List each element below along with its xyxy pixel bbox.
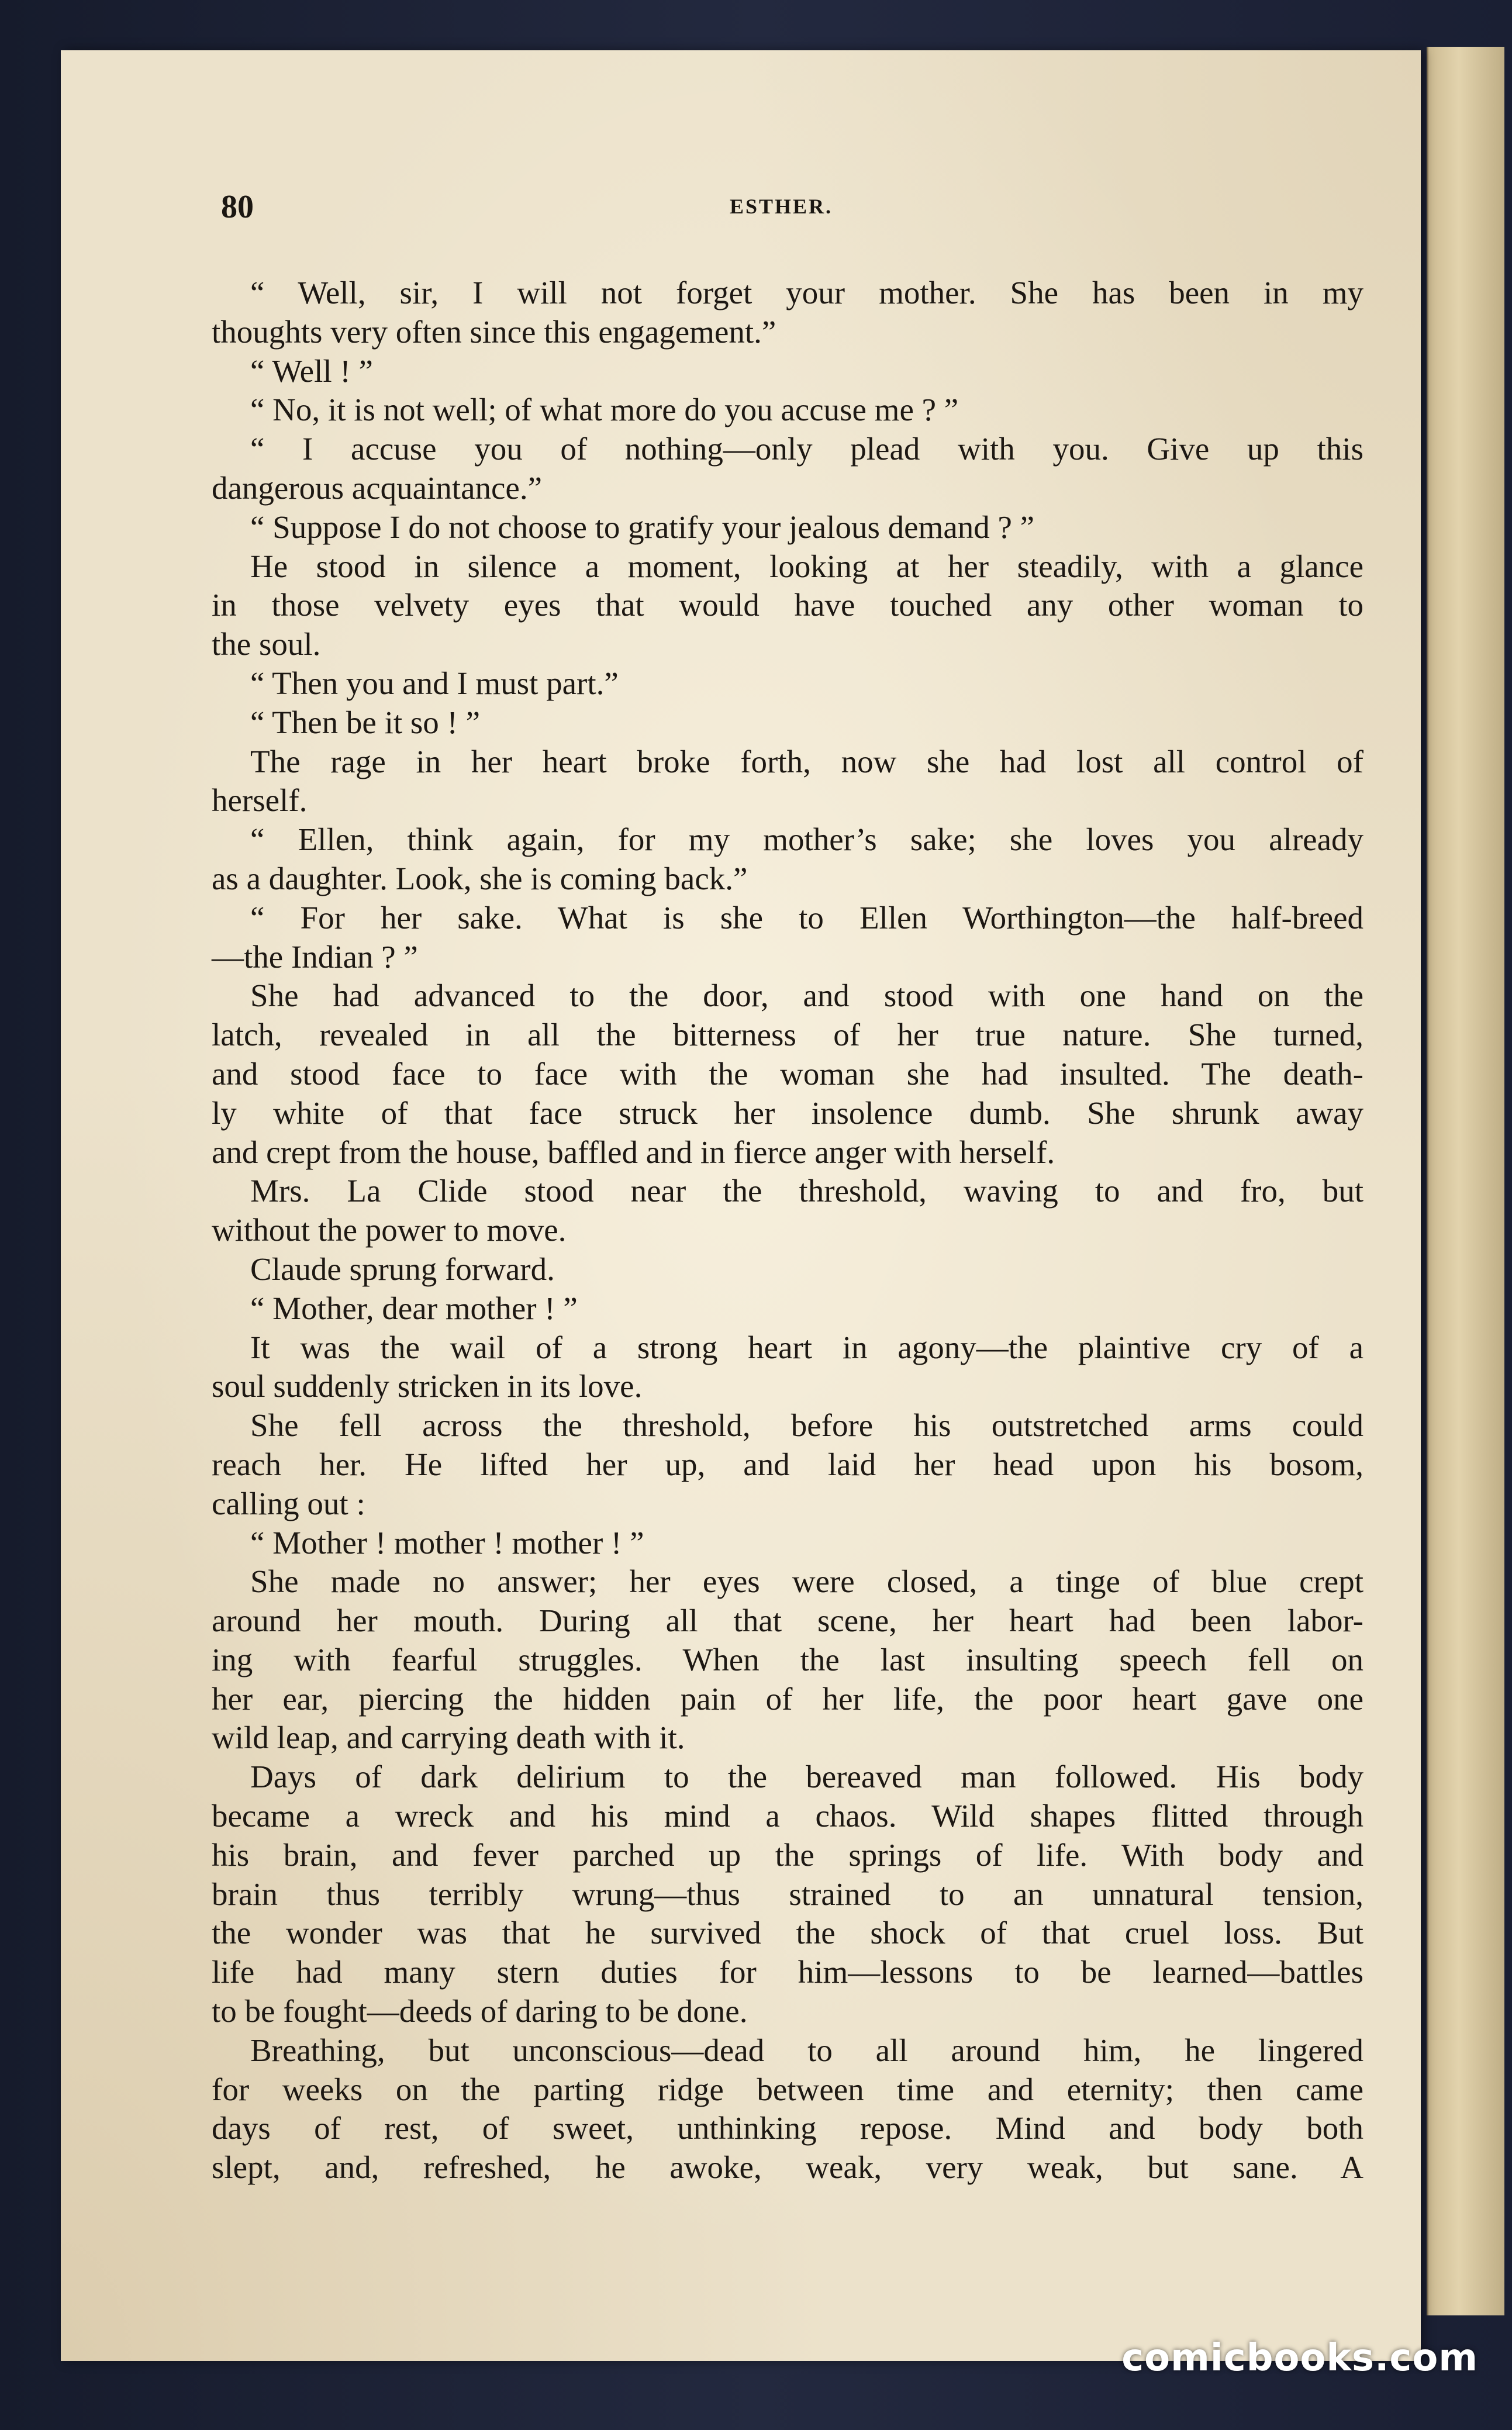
text-line: and stood face to face with the woman she had insulted. The death- bbox=[212, 1055, 1363, 1092]
text-line: “ Ellen, think again, for my mother’s sake; she loves you already bbox=[250, 821, 1363, 858]
text-line: ly white of that face struck her insolence dumb. She shrunk away bbox=[212, 1095, 1363, 1131]
page-header bbox=[221, 188, 1332, 235]
text-line: She made no answer; her eyes were closed, a tinge of blue crept bbox=[250, 1563, 1363, 1600]
text-line: calling out : bbox=[212, 1485, 365, 1521]
text-line: herself. bbox=[212, 782, 308, 819]
text-line: in those velvety eyes that would have touched any other woman to bbox=[212, 587, 1363, 623]
text-line: reach her. He lifted her up, and laid her head upon his bosom, bbox=[212, 1446, 1363, 1482]
text-line: “ Mother ! mother ! mother ! ” bbox=[250, 1524, 644, 1561]
adjacent-page-edge bbox=[1427, 47, 1504, 2315]
text-line: She had advanced to the door, and stood with one hand on the bbox=[250, 978, 1363, 1014]
text-line: brain thus terribly wrung—thus strained to an unnatural tension, bbox=[212, 1876, 1363, 1912]
text-line: slept, and, refreshed, he awoke, weak, very weak, but sane. A bbox=[212, 2149, 1363, 2186]
text-line: to be fought—deeds of daring to be done. bbox=[212, 1993, 748, 2029]
body-text bbox=[212, 274, 1363, 2187]
text-line: wild leap, and carrying death with it. bbox=[212, 1720, 685, 1756]
text-line: Breathing, but unconscious—dead to all around him, he lingered bbox=[250, 2032, 1363, 2068]
text-line: “ No, it is not well; of what more do you accuse me ? ” bbox=[250, 392, 959, 428]
text-line: the wonder was that he survived the shock of that cruel loss. But bbox=[212, 1915, 1363, 1951]
text-line: and crept from the house, baffled and in fierce anger with herself. bbox=[212, 1134, 1055, 1170]
text-line: “ Mother, dear mother ! ” bbox=[250, 1290, 578, 1326]
text-line: “ Suppose I do not choose to gratify your jealous demand ? ” bbox=[250, 509, 1035, 545]
text-line: days of rest, of sweet, unthinking repose. Mind and body both bbox=[212, 2110, 1363, 2146]
text-line: for weeks on the parting ridge between time and eternity; then came bbox=[212, 2071, 1363, 2107]
text-line: It was the wail of a strong heart in agony—the plaintive cry of a bbox=[250, 1329, 1363, 1365]
text-line: “ I accuse you of nothing—only plead with you. Give up this bbox=[250, 431, 1363, 467]
text-line: around her mouth. During all that scene, her heart had been labor- bbox=[212, 1603, 1363, 1639]
text-line: “ Well, sir, I will not forget your mother. She has been in my bbox=[250, 275, 1363, 310]
text-line: without the power to move. bbox=[212, 1212, 567, 1248]
text-line: Mrs. La Clide stood near the threshold, waving to and fro, but bbox=[250, 1173, 1363, 1209]
text-line: latch, revealed in all the bitterness of her true nature. She turned, bbox=[212, 1017, 1363, 1053]
text-line: ing with fearful struggles. When the last insulting speech fell on bbox=[212, 1641, 1363, 1677]
running-head: ESTHER. bbox=[730, 195, 833, 218]
text-line: dangerous acquaintance.” bbox=[212, 470, 542, 506]
text-line: his brain, and fever parched up the springs of life. With body and bbox=[212, 1837, 1363, 1873]
text-line: Claude sprung forward. bbox=[250, 1251, 555, 1287]
text-line: She fell across the threshold, before his outstretched arms could bbox=[250, 1407, 1363, 1444]
text-line: the soul. bbox=[212, 626, 321, 662]
text-line: soul suddenly stricken in its love. bbox=[212, 1368, 643, 1404]
text-line: became a wreck and his mind a chaos. Wild shapes flitted through bbox=[212, 1798, 1363, 1834]
text-line: “ Then be it so ! ” bbox=[250, 704, 481, 740]
page-number: 80 bbox=[221, 189, 254, 225]
text-line: The rage in her heart broke forth, now she had lost all control of bbox=[250, 743, 1363, 779]
text-line: thoughts very often since this engagement.” bbox=[212, 313, 776, 350]
text-line: life had many stern duties for him—lessons to be learned—battles bbox=[212, 1954, 1363, 1990]
text-line: He stood in silence a moment, looking at her steadily, with a glance bbox=[250, 548, 1363, 584]
site-watermark: comicbooks.com bbox=[1121, 2336, 1478, 2380]
text-line: Days of dark delirium to the bereaved man followed. His body bbox=[250, 1759, 1363, 1795]
text-line: as a daughter. Look, she is coming back.” bbox=[212, 860, 748, 896]
text-line: “ For her sake. What is she to Ellen Worthington—the half-breed bbox=[250, 899, 1363, 936]
text-line: “ Then you and I must part.” bbox=[250, 665, 619, 701]
text-line: “ Well ! ” bbox=[250, 353, 373, 389]
text-line: —the Indian ? ” bbox=[212, 938, 418, 975]
text-line: her ear, piercing the hidden pain of her life, the poor heart gave one bbox=[212, 1680, 1363, 1717]
